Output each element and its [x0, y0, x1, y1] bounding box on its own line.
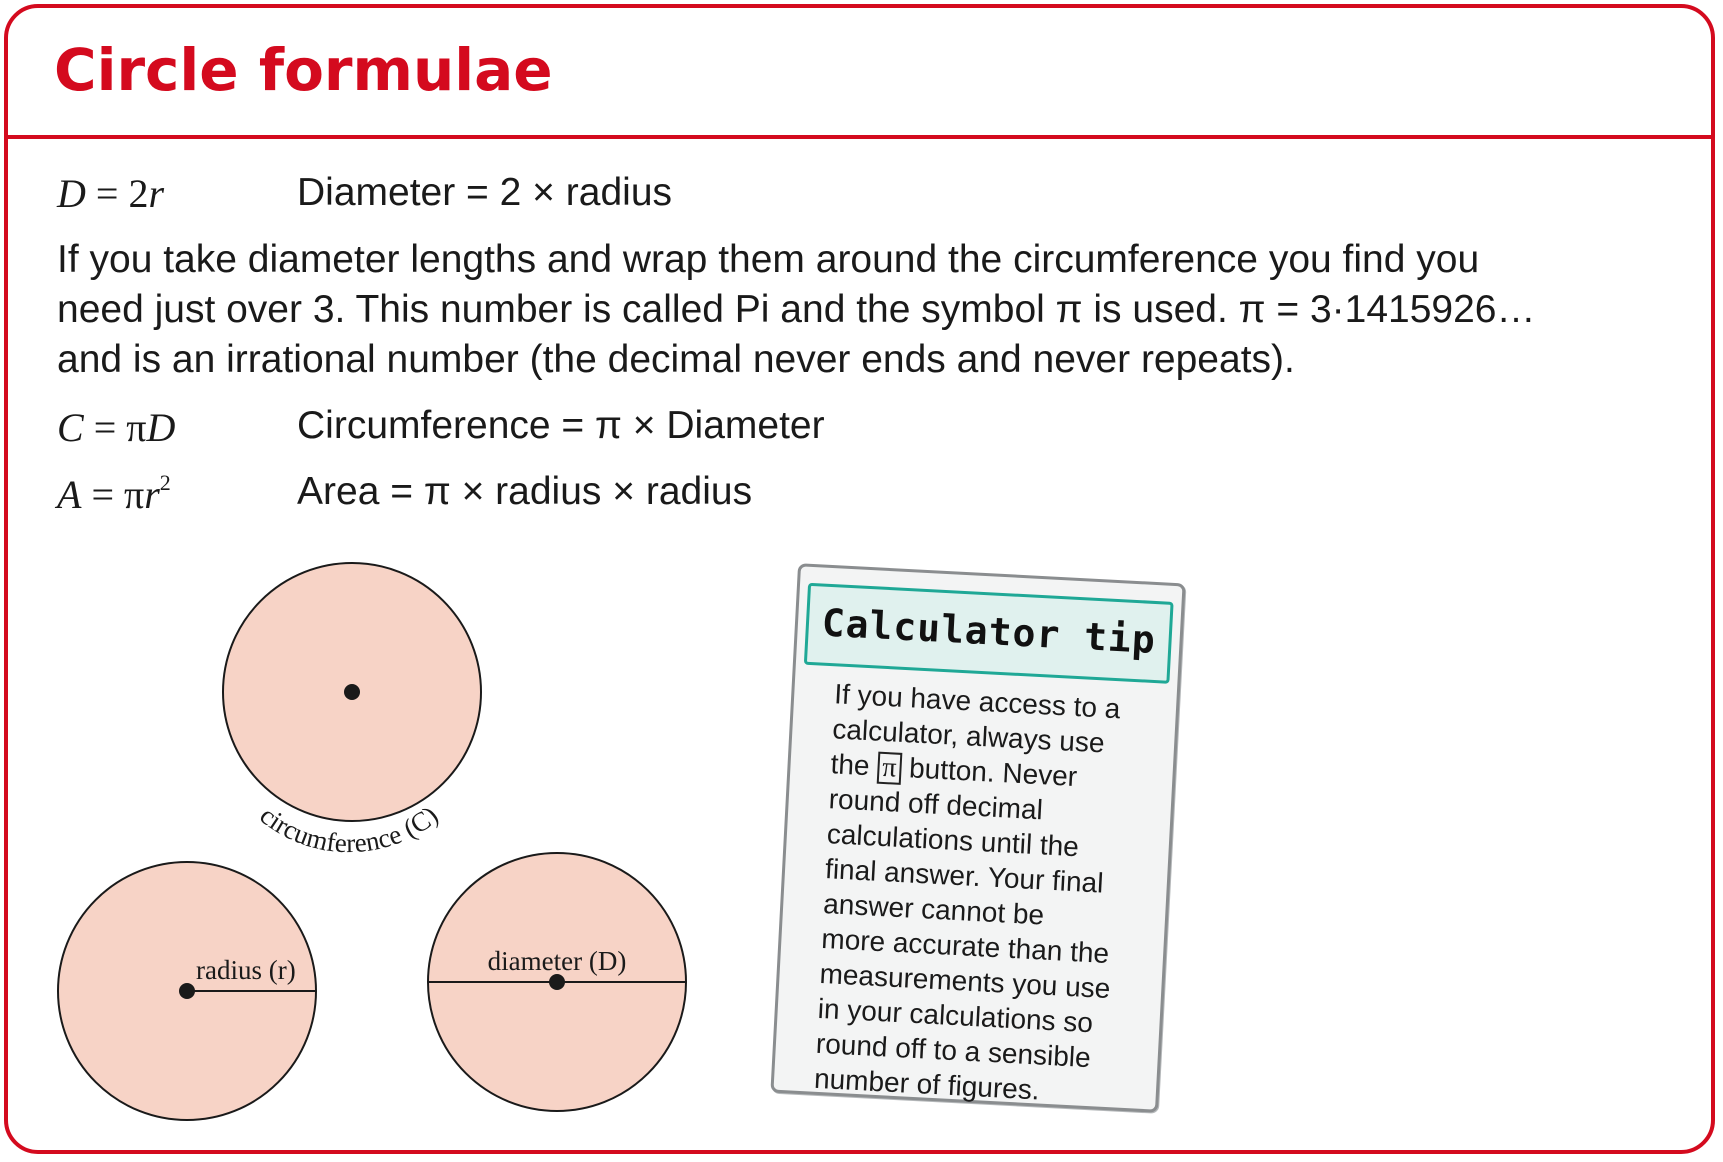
formula-diameter-text: Diameter = 2 × radius — [297, 171, 673, 214]
tip-line: measurements you use — [818, 957, 1112, 1005]
centre-dot — [549, 974, 565, 990]
tip-line: number of figures. — [813, 1062, 1041, 1106]
diameter-label: diameter (D) — [487, 946, 627, 976]
centre-dot — [179, 983, 195, 999]
tip-line: answer cannot be — [822, 888, 1045, 931]
tip-line: calculations until the — [826, 818, 1080, 863]
calculator-tip-card — [770, 563, 1185, 1113]
circumference-label: circumference (C) — [254, 799, 444, 859]
formula-lhs: C — [57, 405, 84, 450]
radius-label: radius (r) — [196, 955, 296, 985]
tip-line: round off to a sensible — [815, 1027, 1092, 1074]
paragraph-line-3: and is an irrational number (the decimal never ends and never repeats). — [57, 338, 1295, 381]
formula-eq: = π — [81, 472, 145, 517]
formula-area-text: Area = π × radius × radius — [297, 470, 753, 513]
formula-var: D — [146, 405, 176, 450]
tip-line: round off decimal — [828, 783, 1044, 826]
tip-body — [813, 676, 1155, 1112]
tip-title: Calculator tip — [820, 600, 1157, 663]
paragraph-line-1: If you take diameter lengths and wrap them around the circumference you find you — [57, 238, 1480, 281]
centre-dot — [344, 684, 360, 700]
formula-var: r — [144, 472, 160, 517]
formula-lhs: D — [57, 171, 86, 216]
tip-line: If you have access to a — [833, 678, 1122, 725]
tip-line: calculator, always use — [831, 713, 1106, 759]
tip-line: more accurate than the — [820, 922, 1110, 969]
tip-header — [804, 583, 1174, 684]
paragraph-line-2: need just over 3. This number is called Pi and the symbol π is used. π = 3·1415926… — [57, 288, 1536, 331]
tip-line: in your calculations so — [817, 992, 1094, 1039]
page-title: Circle formulae — [54, 36, 553, 104]
pi-key-icon: π — [876, 752, 902, 785]
tip-line-part: the — [829, 748, 871, 782]
formula-eq: = 2 — [85, 171, 149, 216]
formula-eq: = π — [83, 405, 147, 450]
formula-lhs: A — [57, 472, 82, 517]
formula-var: r — [148, 171, 165, 216]
formula-exponent: 2 — [159, 470, 171, 495]
tip-line-part: button. Never — [908, 752, 1078, 793]
tip-line: final answer. Your final — [824, 853, 1105, 899]
formula-circumference-text: Circumference = π × Diameter — [297, 404, 825, 447]
